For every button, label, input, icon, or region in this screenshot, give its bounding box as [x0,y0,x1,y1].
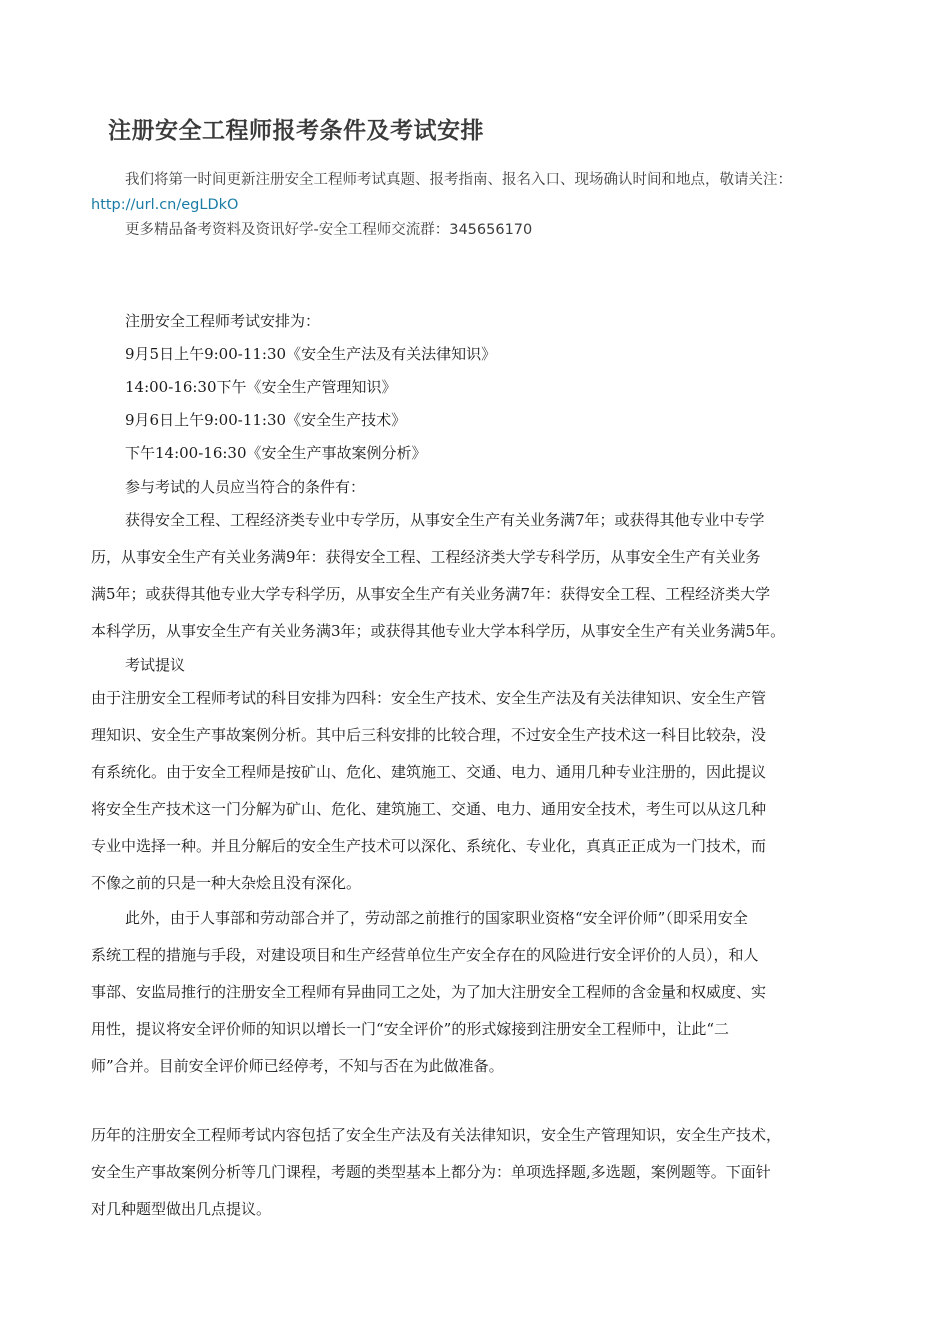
history-line: 对几种题型做出几点提议。 [91,1200,272,1218]
advice-line: 专业中选择一种。并且分解后的安全生产技术可以深化、系统化、专业化，真真正正成为一门技术，而 [91,837,767,855]
advice-line: 由于注册安全工程师考试的科目安排为四科：安全生产技术、安全生产法及有关法律知识、安全生产管 [91,689,767,707]
page-title: 注册安全工程师报考条件及考试安排 [108,118,484,144]
conditions-heading: 参与考试的人员应当符合的条件有： [125,478,366,496]
history-line: 安全生产事故案例分析等几门课程，考题的类型基本上都分为：单项选择题,多选题，案例题等。下面针 [91,1163,771,1181]
group-line: 更多精品备考资料及资讯好学-安全工程师交流群：345656170 [125,222,533,238]
advice-heading: 考试提议 [125,656,186,674]
intro-link[interactable]: http://url.cn/egLDkO [91,197,239,213]
conditions-line: 满5年；或获得其他专业大学专科学历，从事安全生产有关业务满7年：获得安全工程、工程经济类大学 [91,585,771,603]
merger-line: 用性，提议将安全评价师的知识以增长一门“安全评价”的形式嫁接到注册安全工程师中，让此“二 [91,1020,730,1038]
schedule-item: 下午14:00-16:30《安全生产事故案例分析》 [125,444,427,462]
schedule-item: 9月6日上午9:00-11:30《安全生产技术》 [125,411,407,429]
conditions-line: 获得安全工程、工程经济类专业中专学历，从事安全生产有关业务满7年；或获得其他专业中专学 [125,511,765,529]
merger-line: 系统工程的措施与手段，对建设项目和生产经营单位生产安全存在的风险进行安全评价的人员），和人 [91,946,759,964]
merger-line: 此外，由于人事部和劳动部合并了，劳动部之前推行的国家职业资格“安全评价师”（即采用安全 [125,909,748,927]
merger-line: 师”合并。目前安全评价师已经停考，不知与否在为此做准备。 [91,1057,504,1075]
merger-line: 事部、安监局推行的注册安全工程师有异曲同工之处，为了加大注册安全工程师的含金量和权威度、实 [91,983,767,1001]
schedule-item: 9月5日上午9:00-11:30《安全生产法及有关法律知识》 [125,345,497,363]
intro-text: 我们将第一时间更新注册安全工程师考试真题、报考指南、报名入口、现场确认时间和地点，敬请关注： [125,172,792,188]
intro-paragraph [91,168,871,218]
conditions-line: 历，从事安全生产有关业务满9年：获得安全工程、工程经济类大学专科学历，从事安全生产有关业务 [91,548,761,566]
advice-line: 理知识、安全生产事故案例分析。其中后三科安排的比较合理，不过安全生产技术这一科目比较杂，没 [91,726,767,744]
conditions-line: 本科学历，从事安全生产有关业务满3年；或获得其他专业大学本科学历，从事安全生产有关业务满5年。 [91,622,786,640]
schedule-heading: 注册安全工程师考试安排为： [125,312,321,330]
advice-line: 不像之前的只是一种大杂烩且没有深化。 [91,874,362,892]
history-line: 历年的注册安全工程师考试内容包括了安全生产法及有关法律知识，安全生产管理知识，安全生产技术， [91,1126,782,1144]
advice-line: 将安全生产技术这一门分解为矿山、危化、建筑施工、交通、电力、通用安全技术，考生可以从这几种 [91,800,767,818]
schedule-item: 14:00-16:30下午《安全生产管理知识》 [125,378,397,396]
advice-line: 有系统化。由于安全工程师是按矿山、危化、建筑施工、交通、电力、通用几种专业注册的，因此提议 [91,763,767,781]
